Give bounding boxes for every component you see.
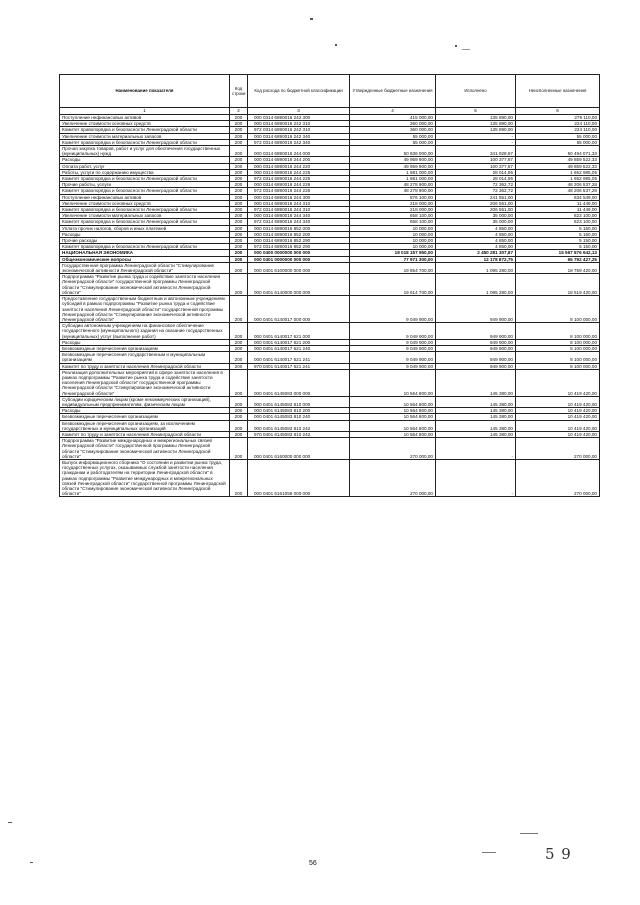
table-cell-code: 200: [230, 244, 248, 250]
table-cell-name: Расходы: [60, 408, 230, 414]
stamp-mark: [482, 852, 496, 853]
scan-speck: [455, 45, 457, 47]
table-cell-kbk: 000 0314 6890016 852 290: [248, 238, 350, 244]
table-cell-approved: 49 959 900,00: [350, 157, 436, 163]
table-cell-approved: 9 049 900,00: [350, 352, 436, 363]
table-cell-approved: 1 681 000,00: [350, 169, 436, 175]
table-cell-unexecuted: 50 494 071,33: [516, 146, 600, 157]
table-cell-approved: 218 000,00: [350, 200, 436, 206]
table-cell-code: 200: [230, 369, 248, 396]
table-cell-unexecuted: 10 419 420,00: [516, 396, 600, 407]
table-cell-kbk: 000 0401 6100000 000 000: [248, 262, 350, 273]
table-cell-executed: 949 900,00: [436, 323, 516, 340]
table-cell-kbk: 972 0314 6890016 244 226: [248, 188, 350, 194]
table-cell-unexecuted: 5 150,00: [516, 244, 600, 250]
table-cell-unexecuted: 1 652 985,05: [516, 176, 600, 182]
column-header: Код расхода по бюджетной классификации: [248, 75, 350, 108]
table-cell-code: 200: [230, 262, 248, 273]
table-cell-name: Работы, услуги по содержанию имущества: [60, 169, 230, 175]
column-number: 2: [230, 108, 248, 115]
table-cell-name: Увеличение стоимости материальных запасов: [60, 133, 230, 139]
table-cell-unexecuted: 8 100 000,00: [516, 345, 600, 351]
table-cell-executed: 100 377,67: [436, 163, 516, 169]
scan-speck: [462, 49, 470, 50]
table-cell-code: 200: [230, 420, 248, 431]
table-cell-kbk: 972 0314 6890016 244 310: [248, 207, 350, 213]
table-cell-approved: 10 564 800,00: [350, 396, 436, 407]
table-cell-unexecuted: 279 110,00: [516, 115, 600, 121]
table-cell-name: Комитет правопорядка и безопасности Ленинградской области: [60, 176, 230, 182]
table-cell-executed: 1 095 280,00: [436, 274, 516, 296]
table-cell-kbk: 000 0401 6145083 810 242: [248, 420, 350, 431]
table-cell-kbk: 000 0314 6890016 242 340: [248, 133, 350, 139]
table-row: [60, 296, 600, 323]
table-cell-approved: 415 000,00: [350, 115, 436, 121]
table-cell-approved: 49 959 900,00: [350, 163, 436, 169]
table-cell-executed: 35 000,00: [436, 219, 516, 225]
table-cell-code: 200: [230, 345, 248, 351]
table-cell-name: Увеличение стоимости основных средств: [60, 200, 230, 206]
table-cell-name: Безвозмездные перечисления организациям: [60, 414, 230, 420]
table-cell-approved: 77 971 300,00: [350, 256, 436, 262]
table-cell-approved: 55 000,00: [350, 139, 436, 145]
table-row: [60, 420, 600, 431]
table-cell-name: Безвозмездные перечисления организациям, за исключением государственных и муниципальных организаций: [60, 420, 230, 431]
table-row: [60, 323, 600, 340]
table-cell-name: Государственная программа Ленинградской области "Стимулирование экономической активности Ленинградской области": [60, 262, 230, 273]
table-cell-code: 200: [230, 115, 248, 121]
table-cell-approved: 19 614 700,00: [350, 274, 436, 296]
table-cell-name: Комитет правопорядка и безопасности Ленинградской области: [60, 139, 230, 145]
table-cell-kbk: 000 0314 6890016 244 220: [248, 163, 350, 169]
table-cell-code: 200: [230, 188, 248, 194]
table-cell-executed: 4 850,00: [436, 231, 516, 237]
table-cell-code: 200: [230, 219, 248, 225]
table-cell-name: Прочие расходы: [60, 238, 230, 244]
table-cell-unexecuted: 10 419 420,00: [516, 420, 600, 431]
table-cell-name: Прочая закупка товаров, работ и услуг для обеспечения государственных (муниципальных) нужд: [60, 146, 230, 157]
table-cell-approved: 48 278 900,00: [350, 188, 436, 194]
table-cell-code: 200: [230, 431, 248, 437]
table-cell-unexecuted: 48 206 537,28: [516, 188, 600, 194]
table-cell-executed: 145 380,00: [436, 420, 516, 431]
table-cell-name: Расходы: [60, 339, 230, 345]
column-header: Наименование показателя: [60, 75, 230, 108]
table-cell-approved: 218 000,00: [350, 207, 436, 213]
table-cell-unexecuted: 623 100,00: [516, 213, 600, 219]
table-cell-code: 200: [230, 121, 248, 127]
table-cell-code: 200: [230, 274, 248, 296]
table-row: [60, 369, 600, 396]
table-cell-name: Безвозмездные перечисления организациям: [60, 345, 230, 351]
table-cell-executed: -: [436, 139, 516, 145]
table-cell-approved: 10 000,00: [350, 231, 436, 237]
table-cell-unexecuted: 224 110,00: [516, 121, 600, 127]
column-header: Утвержденные бюджетные назначения: [350, 75, 436, 108]
table-cell-kbk: 972 0314 6890016 244 340: [248, 219, 350, 225]
table-cell-kbk: 972 0314 6890016 244 225: [248, 176, 350, 182]
table-cell-name: Комитет правопорядка и безопасности Ленинградской области: [60, 127, 230, 133]
table-cell-kbk: 972 0314 6890016 242 310: [248, 127, 350, 133]
table-cell-code: 200: [230, 133, 248, 139]
table-cell-approved: 9 049 900,00: [350, 339, 436, 345]
table-cell-code: 200: [230, 139, 248, 145]
table-cell-kbk: 000 0314 6890016 244 340: [248, 213, 350, 219]
table-cell-approved: 10 000,00: [350, 225, 436, 231]
table-cell-approved: 9 049 900,00: [350, 345, 436, 351]
table-cell-executed: 135 890,00: [436, 127, 516, 133]
table-cell-approved: 658 100,00: [350, 219, 436, 225]
table-cell-name: Увеличение стоимости основных средств: [60, 121, 230, 127]
table-cell-approved: 270 000,00: [350, 459, 436, 496]
table-header-row: [60, 75, 600, 108]
table-cell-name: Комитет по труду и занятости населения Ленинградской области: [60, 431, 230, 437]
table-cell-code: 200: [230, 194, 248, 200]
table-cell-code: 200: [230, 414, 248, 420]
table-cell-unexecuted: 49 859 522,33: [516, 163, 600, 169]
table-cell-kbk: 000 0401 6140017 000 000: [248, 296, 350, 323]
table-cell-name: Предоставление государственным бюджетным и автономным учреждениям субсидий в рамках подпрограммы "Развитие рынка труда и содействие занятости населения Ленинградской области" государственной программы Ленинградской области "Стимулирование экономической активности Ленинградской области": [60, 296, 230, 323]
column-number: 1: [60, 108, 230, 115]
table-cell-unexecuted: 18 519 420,00: [516, 274, 600, 296]
table-cell-unexecuted: 48 206 537,28: [516, 182, 600, 188]
table-cell-executed: 2 450 281 307,87: [436, 250, 516, 256]
table-cell-name: Комитет правопорядка и безопасности Ленинградской области: [60, 219, 230, 225]
table-cell-unexecuted: 8 100 000,00: [516, 323, 600, 340]
table-cell-executed: 241 551,00: [436, 194, 516, 200]
table-cell-kbk: 000 0314 6890016 852 200: [248, 231, 350, 237]
table-row: [60, 396, 600, 407]
table-cell-unexecuted: 8 100 000,00: [516, 363, 600, 369]
table-cell-executed: 35 000,00: [436, 213, 516, 219]
table-cell-approved: 658 100,00: [350, 213, 436, 219]
table-cell-kbk: 000 0314 6890016 244 000: [248, 146, 350, 157]
table-cell-code: 200: [230, 176, 248, 182]
table-cell-code: 200: [230, 363, 248, 369]
table-cell-unexecuted: 11 449,00: [516, 207, 600, 213]
table-cell-kbk: 000 0400 0000000 000 000: [248, 250, 350, 256]
table-cell-approved: 270 000,00: [350, 438, 436, 460]
table-cell-executed: 145 380,00: [436, 431, 516, 437]
table-cell-approved: 1 681 000,00: [350, 176, 436, 182]
handwritten-page-stamp: 5 9: [545, 845, 572, 863]
table-cell-name: Субсидии юридическим лицам (кроме некоммерческих организаций), индивидуальным предпринимателям, физическим лицам: [60, 396, 230, 407]
table-cell-approved: 9 049 900,00: [350, 323, 436, 340]
table-cell-executed: 949 900,00: [436, 339, 516, 345]
table-cell-unexecuted: 18 759 420,00: [516, 262, 600, 273]
column-number: 6: [516, 108, 600, 115]
table-cell-approved: 55 000,00: [350, 133, 436, 139]
table-cell-executed: 4 850,00: [436, 238, 516, 244]
table-cell-unexecuted: 55 000,00: [516, 139, 600, 145]
table-cell-approved: 10 564 800,00: [350, 414, 436, 420]
table-cell-code: 200: [230, 163, 248, 169]
table-cell-unexecuted: 8 100 000,00: [516, 352, 600, 363]
table-cell-approved: 19 854 700,00: [350, 262, 436, 273]
table-cell-executed: 100 377,67: [436, 157, 516, 163]
table-cell-executed: 145 380,00: [436, 408, 516, 414]
table-cell-unexecuted: 55 000,00: [516, 133, 600, 139]
table-cell-unexecuted: 270 000,00: [516, 438, 600, 460]
table-row: [60, 146, 600, 157]
scan-speck: [310, 18, 313, 20]
table-cell-name: Выпуск информационного сборника "О состоянии и развитии рынка труда, государственных услугах, оказываемых службой занятости населения гражданам и работодателям на территории Ленинградской области" в рамках подпрограммы "Развитие международных и межрегиональных связей Ленинградской области" государственной программы Ленинградской области "Стимулирование экономической активности Ленинградской области": [60, 459, 230, 496]
table-cell-kbk: 000 0401 6161059 000 000: [248, 459, 350, 496]
table-cell-approved: 18 018 157 950,00: [350, 250, 436, 256]
table-cell-approved: 48 278 900,00: [350, 182, 436, 188]
table-cell-kbk: 000 0314 6890016 852 000: [248, 225, 350, 231]
table-cell-name: Комитет правопорядка и безопасности Ленинградской области: [60, 188, 230, 194]
table-row: [60, 262, 600, 273]
table-cell-executed: -: [436, 438, 516, 460]
table-cell-kbk: 970 0401 6140017 621 241: [248, 363, 350, 369]
table-cell-kbk: 000 0401 6140017 621 200: [248, 339, 350, 345]
table-cell-name: Уплата прочих налогов, сборов и иных платежей: [60, 225, 230, 231]
table-cell-approved: 10 000,00: [350, 238, 436, 244]
table-cell-executed: 4 850,00: [436, 225, 516, 231]
table-cell-kbk: 970 0401 6145083 810 242: [248, 431, 350, 437]
table-cell-kbk: 972 0314 6890016 852 290: [248, 244, 350, 250]
scan-speck: [335, 44, 337, 46]
table-cell-name: Увеличение стоимости материальных запасов: [60, 213, 230, 219]
table-cell-executed: 12 178 872,75: [436, 256, 516, 262]
table-cell-unexecuted: 10 419 420,00: [516, 408, 600, 414]
table-row: [60, 459, 600, 496]
table-cell-kbk: 000 0314 6890016 244 310: [248, 200, 350, 206]
table-cell-name: Комитет правопорядка и безопасности Ленинградской области: [60, 207, 230, 213]
table-cell-unexecuted: 8 100 000,00: [516, 296, 600, 323]
table-cell-approved: 10 564 800,00: [350, 431, 436, 437]
table-cell-unexecuted: 8 100 000,00: [516, 339, 600, 345]
budget-execution-table: [59, 74, 600, 497]
table-cell-approved: 10 000,00: [350, 244, 436, 250]
table-cell-unexecuted: 5 150,00: [516, 225, 600, 231]
table-cell-approved: 10 564 800,00: [350, 369, 436, 396]
table-cell-kbk: 000 0401 6145083 810 240: [248, 414, 350, 420]
table-cell-name: Субсидии автономным учреждениям на финансовое обеспечение государственного (муниципального) задания на оказание государственных (муниципальных) услуг (выполнение работ): [60, 323, 230, 340]
table-cell-code: 200: [230, 225, 248, 231]
table-row: [60, 352, 600, 363]
table-cell-unexecuted: 10 419 420,00: [516, 414, 600, 420]
table-cell-name: Подпрограмма "Развитие международных и межрегиональных связей Ленинградской области" государственной программы Ленинградской области "Стимулирование экономической активности Ленинградской области": [60, 438, 230, 460]
table-cell-kbk: 000 0314 6890016 244 226: [248, 182, 350, 188]
column-number: 5: [436, 108, 516, 115]
table-body: [60, 108, 600, 497]
table-cell-executed: -: [436, 133, 516, 139]
table-cell-executed: 341 928,67: [436, 146, 516, 157]
table-cell-executed: 206 551,00: [436, 207, 516, 213]
table-cell-approved: 9 049 900,00: [350, 363, 436, 369]
table-cell-name: Расходы: [60, 157, 230, 163]
table-row: [60, 438, 600, 460]
table-cell-kbk: 000 0401 6145083 810 000: [248, 396, 350, 407]
table-cell-name: Поступление нефинансовых активов: [60, 194, 230, 200]
table-cell-unexecuted: 11 449,00: [516, 200, 600, 206]
table-cell-executed: 145 380,00: [436, 369, 516, 396]
column-header: Неисполненные назначения: [516, 75, 600, 108]
table-cell-executed: 72 362,72: [436, 188, 516, 194]
table-cell-kbk: 000 0314 6890016 244 300: [248, 194, 350, 200]
table-cell-unexecuted: 5 150,00: [516, 231, 600, 237]
scan-speck: [8, 822, 12, 823]
column-number: 4: [350, 108, 436, 115]
table-cell-unexecuted: 623 100,00: [516, 219, 600, 225]
table-cell-executed: 4 850,00: [436, 244, 516, 250]
table-cell-code: 200: [230, 438, 248, 460]
table-cell-code: 200: [230, 459, 248, 496]
column-header: Исполнено: [436, 75, 516, 108]
table-cell-code: 200: [230, 396, 248, 407]
table-cell-code: 200: [230, 182, 248, 188]
stamp-mark: [520, 833, 538, 834]
table-cell-code: 200: [230, 339, 248, 345]
table-cell-unexecuted: 1 652 985,05: [516, 169, 600, 175]
table-cell-code: 200: [230, 146, 248, 157]
table-cell-name: Расходы: [60, 231, 230, 237]
table-cell-kbk: 000 0401 6145083 810 200: [248, 408, 350, 414]
table-cell-kbk: 000 0401 6160000 000 000: [248, 438, 350, 460]
table-cell-approved: 10 564 800,00: [350, 420, 436, 431]
table-cell-code: 200: [230, 323, 248, 340]
table-cell-executed: 949 900,00: [436, 296, 516, 323]
table-cell-unexecuted: 634 549,00: [516, 194, 600, 200]
table-cell-approved: 10 564 800,00: [350, 408, 436, 414]
table-cell-name: Прочие работы, услуги: [60, 182, 230, 188]
table-cell-name: Комитет правопорядка и безопасности Ленинградской области: [60, 244, 230, 250]
table-cell-unexecuted: 10 419 420,00: [516, 369, 600, 396]
table-cell-kbk: 000 0401 6140017 621 241: [248, 352, 350, 363]
table-cell-kbk: 000 0401 6145083 000 000: [248, 369, 350, 396]
table-cell-approved: 360 000,00: [350, 121, 436, 127]
table-cell-kbk: 000 0314 6890016 244 225: [248, 169, 350, 175]
table-row: [60, 274, 600, 296]
table-cell-executed: 1 095 280,00: [436, 262, 516, 273]
scan-speck: [30, 862, 33, 863]
table-cell-name: Комитет по труду и занятости населения Ленинградской области: [60, 363, 230, 369]
table-cell-executed: 949 900,00: [436, 363, 516, 369]
table-cell-code: 200: [230, 157, 248, 163]
table-cell-kbk: 000 0401 6140017 621 000: [248, 323, 350, 340]
table-cell-kbk: 972 0314 6890016 242 340: [248, 139, 350, 145]
table-cell-name: Реализация дополнительных мероприятий в сфере занятости населения в рамках подпрограммы "Развитие рынка труда и содействие занятости населения Ленинградской области" государственной программы Ленинградской области "Стимулирование экономической активности Ленинградской области": [60, 369, 230, 396]
table-cell-code: 200: [230, 213, 248, 219]
table-cell-kbk: 000 0401 0000000 000 000: [248, 256, 350, 262]
table-cell-unexecuted: 15 567 876 642,13: [516, 250, 600, 256]
table-cell-approved: 876 100,00: [350, 194, 436, 200]
column-header: Код строки: [230, 75, 248, 108]
table-cell-name: Оплата работ, услуг: [60, 163, 230, 169]
table-cell-executed: 206 551,00: [436, 200, 516, 206]
table-cell-code: 200: [230, 231, 248, 237]
table-cell-kbk: 000 0401 6140017 621 240: [248, 345, 350, 351]
table-cell-code: 200: [230, 200, 248, 206]
table-cell-code: 200: [230, 256, 248, 262]
table-cell-unexecuted: 270 000,00: [516, 459, 600, 496]
table-cell-code: 200: [230, 296, 248, 323]
table-cell-code: 200: [230, 169, 248, 175]
table-cell-approved: 9 049 900,00: [350, 296, 436, 323]
table-cell-kbk: 000 0314 6890016 242 300: [248, 115, 350, 121]
table-cell-kbk: 000 0314 6890016 244 200: [248, 157, 350, 163]
table-cell-approved: 50 836 000,00: [350, 146, 436, 157]
table-cell-unexecuted: 224 110,00: [516, 127, 600, 133]
table-cell-executed: 135 890,00: [436, 115, 516, 121]
table-cell-kbk: 000 0314 6890016 242 310: [248, 121, 350, 127]
table-cell-approved: 360 000,00: [350, 127, 436, 133]
table-cell-unexecuted: 10 419 420,00: [516, 431, 600, 437]
table-cell-executed: 72 362,72: [436, 182, 516, 188]
table-cell-code: 200: [230, 250, 248, 256]
page-number: 56: [309, 860, 317, 867]
table-cell-executed: 28 014,95: [436, 169, 516, 175]
table-cell-executed: 135 890,00: [436, 121, 516, 127]
table-cell-name: Безвозмездные перечисления государственным и муниципальным организациям: [60, 352, 230, 363]
table-cell-code: 200: [230, 408, 248, 414]
table-cell-name: Подпрограмма "Развитие рынка труда и содействие занятости населения Ленинградской области" государственной программы Ленинградской области "Стимулирование экономической активности Ленинградской области": [60, 274, 230, 296]
table-cell-code: 200: [230, 127, 248, 133]
table-cell-code: 200: [230, 238, 248, 244]
table-cell-executed: 949 900,00: [436, 345, 516, 351]
table-cell-name: НАЦИОНАЛЬНАЯ ЭКОНОМИКА: [60, 250, 230, 256]
table-cell-code: 200: [230, 207, 248, 213]
column-number: 3: [248, 108, 350, 115]
table-cell-name: Поступление нефинансовых активов: [60, 115, 230, 121]
table-cell-executed: -: [436, 459, 516, 496]
table-cell-unexecuted: 5 150,00: [516, 238, 600, 244]
table-cell-name: Общеэкономические вопросы: [60, 256, 230, 262]
table-cell-unexecuted: 65 792 427,25: [516, 256, 600, 262]
table-cell-kbk: 000 0401 6140000 000 000: [248, 274, 350, 296]
table-cell-executed: 145 380,00: [436, 414, 516, 420]
table-cell-executed: 28 014,95: [436, 176, 516, 182]
table-cell-executed: 145 380,00: [436, 396, 516, 407]
table-cell-executed: 949 900,00: [436, 352, 516, 363]
table-cell-code: 200: [230, 352, 248, 363]
table-cell-unexecuted: 49 859 522,33: [516, 157, 600, 163]
column-number-row: [60, 108, 600, 115]
